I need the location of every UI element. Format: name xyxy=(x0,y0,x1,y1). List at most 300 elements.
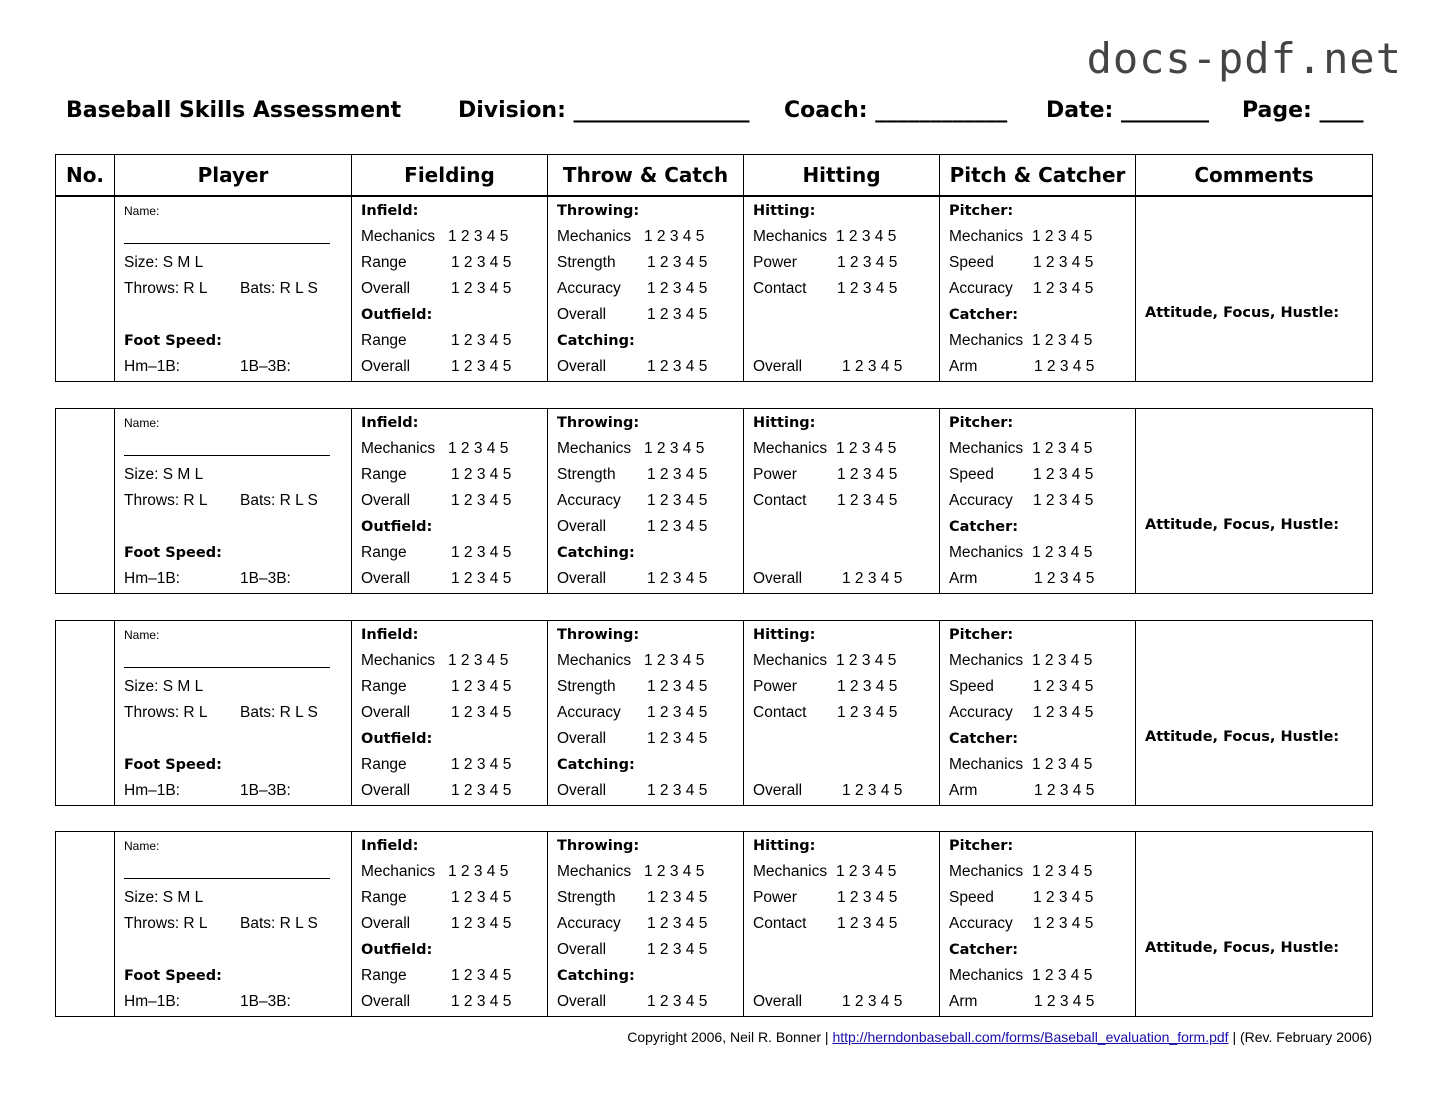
row-label: Accuracy xyxy=(949,704,1013,721)
infield-mechanics[interactable] xyxy=(361,439,541,459)
rating-scale[interactable]: 1 2 3 4 5 xyxy=(647,889,708,906)
name-line[interactable] xyxy=(124,243,330,244)
outfield-label: Outfield: xyxy=(361,942,433,958)
hm-1b-label: Hm–1B: xyxy=(124,993,180,1010)
player-row xyxy=(56,409,1373,594)
catcher-arm[interactable] xyxy=(949,781,1129,801)
rating-scale[interactable]: 1 2 3 4 5 xyxy=(1033,704,1094,721)
name-label: Name: xyxy=(124,416,160,430)
row-label: Overall xyxy=(361,358,411,375)
throwing-strength[interactable] xyxy=(557,888,737,908)
hitting-mechanics[interactable] xyxy=(753,651,933,671)
row-label: Contact xyxy=(753,492,807,509)
rating-scale[interactable]: 1 2 3 4 5 xyxy=(647,358,708,375)
foot-speed-label: Foot Speed: xyxy=(124,545,222,561)
rating-scale[interactable]: 1 2 3 4 5 xyxy=(451,889,512,906)
row-label: Overall xyxy=(361,704,411,721)
assessment-table-1 xyxy=(55,154,1373,196)
rating-scale[interactable]: 1 2 3 4 5 xyxy=(647,941,708,958)
catcher-label: Catcher: xyxy=(949,942,1019,958)
infield-range[interactable] xyxy=(361,253,541,273)
rating-scale[interactable]: 1 2 3 4 5 xyxy=(1034,570,1095,587)
rating-scale[interactable]: 1 2 3 4 5 xyxy=(647,730,708,747)
revision-text: | (Rev. February 2006) xyxy=(1228,1029,1372,1045)
rating-scale[interactable]: 1 2 3 4 5 xyxy=(451,915,512,932)
pitcher-label: Pitcher: xyxy=(949,203,1014,219)
catcher-label: Catcher: xyxy=(949,307,1019,323)
name-line[interactable] xyxy=(124,667,330,668)
fielding-cell xyxy=(352,409,548,594)
row-label: Strength xyxy=(557,678,616,695)
infield-mechanics[interactable] xyxy=(361,651,541,671)
rating-scale[interactable]: 1 2 3 4 5 xyxy=(647,915,708,932)
row-label: Arm xyxy=(949,570,978,587)
catching-label: Catching: xyxy=(557,757,635,773)
hm-1b-label: Hm–1B: xyxy=(124,782,180,799)
rating-scale[interactable]: 1 2 3 4 5 xyxy=(1032,544,1093,561)
rating-scale[interactable]: 1 2 3 4 5 xyxy=(451,544,512,561)
throws-bats xyxy=(124,914,345,934)
outfield-overall[interactable] xyxy=(361,992,541,1012)
attitude-focus-hustle-label: Attitude, Focus, Hustle: xyxy=(1145,729,1340,745)
rating-scale[interactable]: 1 2 3 4 5 xyxy=(1032,967,1093,984)
hitting-overall[interactable] xyxy=(753,781,933,801)
throwing-strength[interactable] xyxy=(557,677,737,697)
outfield-range[interactable] xyxy=(361,543,541,563)
rating-scale[interactable]: 1 2 3 4 5 xyxy=(837,704,898,721)
hitting-mechanics[interactable] xyxy=(753,227,933,247)
throw-catch-cell xyxy=(548,832,744,1017)
rating-scale[interactable]: 1 2 3 4 5 xyxy=(1032,756,1093,773)
throwing-overall[interactable] xyxy=(557,729,737,749)
outfield-overall[interactable] xyxy=(361,357,541,377)
row-label: Overall xyxy=(557,570,607,587)
rating-scale[interactable]: 1 2 3 4 5 xyxy=(837,466,898,483)
rating-scale[interactable]: 1 2 3 4 5 xyxy=(837,889,898,906)
header-no: No. xyxy=(56,155,115,196)
rating-scale[interactable]: 1 2 3 4 5 xyxy=(842,993,903,1010)
rating-scale[interactable]: 1 2 3 4 5 xyxy=(647,280,708,297)
throwing-strength[interactable] xyxy=(557,253,737,273)
hitting-cell xyxy=(744,832,940,1017)
pitcher-accuracy[interactable] xyxy=(949,703,1129,723)
row-label: Mechanics xyxy=(557,440,632,457)
rating-scale[interactable]: 1 2 3 4 5 xyxy=(451,678,512,695)
row-label: Accuracy xyxy=(557,915,621,932)
outfield-range[interactable] xyxy=(361,755,541,775)
row-label: Overall xyxy=(557,993,607,1010)
row-label: Overall xyxy=(557,730,607,747)
rating-scale[interactable]: 1 2 3 4 5 xyxy=(1032,228,1093,245)
hitting-power[interactable] xyxy=(753,677,933,697)
rating-scale[interactable]: 1 2 3 4 5 xyxy=(451,254,512,271)
rating-scale[interactable]: 1 2 3 4 5 xyxy=(836,228,897,245)
catching-overall[interactable] xyxy=(557,992,737,1012)
rating-scale[interactable]: 1 2 3 4 5 xyxy=(647,782,708,799)
throws-options[interactable]: Throws: R L xyxy=(124,492,208,509)
row-label: Accuracy xyxy=(557,492,621,509)
row-label: Power xyxy=(753,254,797,271)
row-label: Mechanics xyxy=(361,652,436,669)
catching-label: Catching: xyxy=(557,545,635,561)
row-label: Strength xyxy=(557,889,616,906)
row-label: Mechanics xyxy=(949,863,1024,880)
row-label: Speed xyxy=(949,254,994,271)
row-label: Range xyxy=(361,332,407,349)
player-cell xyxy=(115,832,352,1017)
pitcher-accuracy[interactable] xyxy=(949,279,1129,299)
pitch-catcher-cell xyxy=(940,621,1136,806)
hitting-contact[interactable] xyxy=(753,279,933,299)
throwing-accuracy[interactable] xyxy=(557,491,737,511)
throwing-mechanics[interactable] xyxy=(557,227,737,247)
row-label: Mechanics xyxy=(361,863,436,880)
row-label: Mechanics xyxy=(949,332,1024,349)
row-label: Overall xyxy=(361,492,411,509)
bats-options[interactable]: Bats: R L S xyxy=(240,492,318,509)
row-label: Mechanics xyxy=(949,652,1024,669)
player-assessment-block-2 xyxy=(55,408,1373,594)
rating-scale[interactable]: 1 2 3 4 5 xyxy=(1033,280,1094,297)
catcher-mechanics[interactable] xyxy=(949,331,1129,351)
1b-3b-label: 1B–3B: xyxy=(240,782,291,799)
name-line[interactable] xyxy=(124,878,330,879)
rating-scale[interactable]: 1 2 3 4 5 xyxy=(837,915,898,932)
row-label: Mechanics xyxy=(949,544,1024,561)
rating-scale[interactable]: 1 2 3 4 5 xyxy=(647,254,708,271)
hitting-overall[interactable] xyxy=(753,357,933,377)
row-label: Mechanics xyxy=(361,228,436,245)
player-row xyxy=(56,621,1373,806)
pitch-catcher-cell xyxy=(940,197,1136,382)
fielding-cell xyxy=(352,832,548,1017)
infield-mechanics[interactable] xyxy=(361,227,541,247)
rating-scale[interactable]: 1 2 3 4 5 xyxy=(647,306,708,323)
outfield-range[interactable] xyxy=(361,966,541,986)
catcher-mechanics[interactable] xyxy=(949,543,1129,563)
rating-scale[interactable]: 1 2 3 4 5 xyxy=(1033,678,1094,695)
throwing-accuracy[interactable] xyxy=(557,914,737,934)
pitcher-speed[interactable] xyxy=(949,677,1129,697)
hitting-label: Hitting: xyxy=(753,415,816,431)
hitting-power[interactable] xyxy=(753,888,933,908)
throwing-strength[interactable] xyxy=(557,465,737,485)
rating-scale[interactable]: 1 2 3 4 5 xyxy=(451,466,512,483)
row-label: Mechanics xyxy=(753,440,828,457)
row-label: Range xyxy=(361,466,407,483)
throwing-mechanics[interactable] xyxy=(557,439,737,459)
pitcher-mechanics[interactable] xyxy=(949,227,1129,247)
name-label: Name: xyxy=(124,204,160,218)
bats-options[interactable]: Bats: R L S xyxy=(240,704,318,721)
1b-3b-label: 1B–3B: xyxy=(240,358,291,375)
rating-scale[interactable]: 1 2 3 4 5 xyxy=(1034,782,1095,799)
row-label: Overall xyxy=(361,570,411,587)
row-label: Overall xyxy=(753,358,803,375)
catching-overall[interactable] xyxy=(557,569,737,589)
size-options[interactable]: Size: S M L xyxy=(124,254,204,271)
rating-scale[interactable]: 1 2 3 4 5 xyxy=(451,358,512,375)
rating-scale[interactable]: 1 2 3 4 5 xyxy=(1033,466,1094,483)
infield-range[interactable] xyxy=(361,677,541,697)
throwing-mechanics[interactable] xyxy=(557,862,737,882)
foot-speed-label: Foot Speed: xyxy=(124,757,222,773)
rating-scale[interactable]: 1 2 3 4 5 xyxy=(836,863,897,880)
rating-scale[interactable]: 1 2 3 4 5 xyxy=(451,492,512,509)
row-label: Strength xyxy=(557,466,616,483)
header-throw-catch: Throw & Catch xyxy=(548,155,744,196)
attitude-focus-hustle-label: Attitude, Focus, Hustle: xyxy=(1145,517,1340,533)
hitting-overall[interactable] xyxy=(753,992,933,1012)
hitting-label: Hitting: xyxy=(753,203,816,219)
throws-bats xyxy=(124,703,345,723)
pitcher-speed[interactable] xyxy=(949,253,1129,273)
rating-scale[interactable]: 1 2 3 4 5 xyxy=(1032,652,1093,669)
form-header xyxy=(66,98,1366,132)
rating-scale[interactable]: 1 2 3 4 5 xyxy=(451,756,512,773)
row-label: Power xyxy=(753,889,797,906)
rating-scale[interactable]: 1 2 3 4 5 xyxy=(1032,863,1093,880)
row-label: Contact xyxy=(753,704,807,721)
row-label: Contact xyxy=(753,915,807,932)
rating-scale[interactable]: 1 2 3 4 5 xyxy=(842,782,903,799)
catching-label: Catching: xyxy=(557,333,635,349)
form-title: Baseball Skills Assessment xyxy=(66,98,402,123)
row-label: Mechanics xyxy=(557,228,632,245)
throwing-overall[interactable] xyxy=(557,940,737,960)
rating-scale[interactable]: 1 2 3 4 5 xyxy=(836,652,897,669)
row-label: Strength xyxy=(557,254,616,271)
rating-scale[interactable]: 1 2 3 4 5 xyxy=(451,993,512,1010)
throwing-label: Throwing: xyxy=(557,838,640,854)
form-link[interactable]: http://herndonbaseball.com/forms/Baseball_evaluation_form.pdf xyxy=(832,1029,1229,1045)
speed-times xyxy=(124,781,345,801)
throws-options[interactable]: Throws: R L xyxy=(124,280,208,297)
rating-scale[interactable]: 1 2 3 4 5 xyxy=(647,518,708,535)
player-assessment-block-3 xyxy=(55,620,1373,806)
number-cell[interactable] xyxy=(56,621,115,806)
rating-scale[interactable]: 1 2 3 4 5 xyxy=(647,704,708,721)
row-label: Overall xyxy=(557,358,607,375)
row-label: Overall xyxy=(557,306,607,323)
name-line[interactable] xyxy=(124,455,330,456)
hitting-power[interactable] xyxy=(753,253,933,273)
row-label: Range xyxy=(361,756,407,773)
rating-scale[interactable]: 1 2 3 4 5 xyxy=(1033,492,1094,509)
hitting-mechanics[interactable] xyxy=(753,862,933,882)
infield-label: Infield: xyxy=(361,627,419,643)
bats-options[interactable]: Bats: R L S xyxy=(240,280,318,297)
bats-options[interactable]: Bats: R L S xyxy=(240,915,318,932)
rating-scale[interactable]: 1 2 3 4 5 xyxy=(842,358,903,375)
rating-scale[interactable]: 1 2 3 4 5 xyxy=(1032,332,1093,349)
throwing-mechanics[interactable] xyxy=(557,651,737,671)
rating-scale[interactable]: 1 2 3 4 5 xyxy=(451,967,512,984)
row-label: Range xyxy=(361,544,407,561)
pitcher-speed[interactable] xyxy=(949,465,1129,485)
division-field: Division: ________________ xyxy=(458,98,750,123)
catcher-mechanics[interactable] xyxy=(949,966,1129,986)
pitch-catcher-cell xyxy=(940,832,1136,1017)
rating-scale[interactable]: 1 2 3 4 5 xyxy=(647,570,708,587)
rating-scale[interactable]: 1 2 3 4 5 xyxy=(448,440,509,457)
row-label: Range xyxy=(361,967,407,984)
rating-scale[interactable]: 1 2 3 4 5 xyxy=(1034,993,1095,1010)
catcher-arm[interactable] xyxy=(949,357,1129,377)
rating-scale[interactable]: 1 2 3 4 5 xyxy=(644,440,705,457)
rating-scale[interactable]: 1 2 3 4 5 xyxy=(644,228,705,245)
rating-scale[interactable]: 1 2 3 4 5 xyxy=(1033,915,1094,932)
row-label: Overall xyxy=(361,915,411,932)
rating-scale[interactable]: 1 2 3 4 5 xyxy=(837,492,898,509)
rating-scale[interactable]: 1 2 3 4 5 xyxy=(644,863,705,880)
row-label: Accuracy xyxy=(949,915,1013,932)
catcher-arm[interactable] xyxy=(949,992,1129,1012)
throwing-overall[interactable] xyxy=(557,305,737,325)
hitting-cell xyxy=(744,197,940,382)
hitting-power[interactable] xyxy=(753,465,933,485)
hitting-contact[interactable] xyxy=(753,491,933,511)
name-label: Name: xyxy=(124,628,160,642)
row-label: Overall xyxy=(557,941,607,958)
outfield-overall[interactable] xyxy=(361,569,541,589)
rating-scale[interactable]: 1 2 3 4 5 xyxy=(451,332,512,349)
infield-range[interactable] xyxy=(361,465,541,485)
throwing-label: Throwing: xyxy=(557,415,640,431)
row-label: Arm xyxy=(949,782,978,799)
rating-scale[interactable]: 1 2 3 4 5 xyxy=(647,993,708,1010)
row-label: Range xyxy=(361,254,407,271)
rating-scale[interactable]: 1 2 3 4 5 xyxy=(836,440,897,457)
comments-cell[interactable] xyxy=(1136,621,1373,806)
size-options[interactable]: Size: S M L xyxy=(124,678,204,695)
hitting-contact[interactable] xyxy=(753,703,933,723)
comments-cell[interactable] xyxy=(1136,832,1373,1017)
throwing-label: Throwing: xyxy=(557,627,640,643)
rating-scale[interactable]: 1 2 3 4 5 xyxy=(837,678,898,695)
rating-scale[interactable]: 1 2 3 4 5 xyxy=(1034,358,1095,375)
pitcher-accuracy[interactable] xyxy=(949,491,1129,511)
player-cell xyxy=(115,621,352,806)
throw-catch-cell xyxy=(548,409,744,594)
copyright-text: Copyright 2006, Neil R. Bonner | xyxy=(627,1029,833,1045)
throwing-accuracy[interactable] xyxy=(557,703,737,723)
rating-scale[interactable]: 1 2 3 4 5 xyxy=(451,782,512,799)
infield-overall[interactable] xyxy=(361,914,541,934)
rating-scale[interactable]: 1 2 3 4 5 xyxy=(842,570,903,587)
row-label: Contact xyxy=(753,280,807,297)
header-fielding: Fielding xyxy=(352,155,548,196)
column-header-row xyxy=(56,155,1373,196)
throws-bats xyxy=(124,279,345,299)
throwing-overall[interactable] xyxy=(557,517,737,537)
rating-scale[interactable]: 1 2 3 4 5 xyxy=(1032,440,1093,457)
rating-scale[interactable]: 1 2 3 4 5 xyxy=(647,678,708,695)
attitude-focus-hustle-label: Attitude, Focus, Hustle: xyxy=(1145,940,1340,956)
rating-scale[interactable]: 1 2 3 4 5 xyxy=(647,466,708,483)
number-cell[interactable] xyxy=(56,409,115,594)
infield-range[interactable] xyxy=(361,888,541,908)
row-label: Overall xyxy=(753,782,803,799)
throwing-accuracy[interactable] xyxy=(557,279,737,299)
size-options[interactable]: Size: S M L xyxy=(124,889,204,906)
throws-options[interactable]: Throws: R L xyxy=(124,915,208,932)
outfield-overall[interactable] xyxy=(361,781,541,801)
header-hitting: Hitting xyxy=(744,155,940,196)
hitting-label: Hitting: xyxy=(753,627,816,643)
rating-scale[interactable]: 1 2 3 4 5 xyxy=(451,280,512,297)
speed-times xyxy=(124,569,345,589)
comments-cell[interactable] xyxy=(1136,197,1373,382)
rating-scale[interactable]: 1 2 3 4 5 xyxy=(1033,889,1094,906)
comments-cell[interactable] xyxy=(1136,409,1373,594)
pitcher-mechanics[interactable] xyxy=(949,439,1129,459)
infield-overall[interactable] xyxy=(361,703,541,723)
row-label: Mechanics xyxy=(949,440,1024,457)
pitcher-accuracy[interactable] xyxy=(949,914,1129,934)
row-label: Mechanics xyxy=(949,756,1024,773)
row-label: Speed xyxy=(949,466,994,483)
hitting-mechanics[interactable] xyxy=(753,439,933,459)
rating-scale[interactable]: 1 2 3 4 5 xyxy=(837,280,898,297)
pitcher-label: Pitcher: xyxy=(949,838,1014,854)
rating-scale[interactable]: 1 2 3 4 5 xyxy=(647,492,708,509)
rating-scale[interactable]: 1 2 3 4 5 xyxy=(451,704,512,721)
catcher-arm[interactable] xyxy=(949,569,1129,589)
pitcher-mechanics[interactable] xyxy=(949,651,1129,671)
rating-scale[interactable]: 1 2 3 4 5 xyxy=(837,254,898,271)
hitting-overall[interactable] xyxy=(753,569,933,589)
row-label: Mechanics xyxy=(949,967,1024,984)
hitting-label: Hitting: xyxy=(753,838,816,854)
number-cell[interactable] xyxy=(56,832,115,1017)
rating-scale[interactable]: 1 2 3 4 5 xyxy=(451,570,512,587)
rating-scale[interactable]: 1 2 3 4 5 xyxy=(644,652,705,669)
infield-mechanics[interactable] xyxy=(361,862,541,882)
rating-scale[interactable]: 1 2 3 4 5 xyxy=(448,652,509,669)
watermark: docs-pdf.net xyxy=(1086,34,1402,83)
catching-overall[interactable] xyxy=(557,781,737,801)
infield-overall[interactable] xyxy=(361,279,541,299)
size-options[interactable]: Size: S M L xyxy=(124,466,204,483)
catching-overall[interactable] xyxy=(557,357,737,377)
rating-scale[interactable]: 1 2 3 4 5 xyxy=(448,228,509,245)
row-label: Overall xyxy=(361,280,411,297)
row-label: Mechanics xyxy=(557,652,632,669)
row-label: Overall xyxy=(361,782,411,799)
rating-scale[interactable]: 1 2 3 4 5 xyxy=(1033,254,1094,271)
pitch-catcher-cell xyxy=(940,409,1136,594)
hitting-cell xyxy=(744,409,940,594)
row-label: Range xyxy=(361,889,407,906)
hitting-contact[interactable] xyxy=(753,914,933,934)
row-label: Accuracy xyxy=(557,280,621,297)
row-label: Accuracy xyxy=(949,280,1013,297)
infield-overall[interactable] xyxy=(361,491,541,511)
pitcher-mechanics[interactable] xyxy=(949,862,1129,882)
header-pitch-catcher: Pitch & Catcher xyxy=(940,155,1136,196)
pitcher-speed[interactable] xyxy=(949,888,1129,908)
catcher-mechanics[interactable] xyxy=(949,755,1129,775)
throws-options[interactable]: Throws: R L xyxy=(124,704,208,721)
outfield-range[interactable] xyxy=(361,331,541,351)
row-label: Mechanics xyxy=(753,228,828,245)
rating-scale[interactable]: 1 2 3 4 5 xyxy=(448,863,509,880)
catching-label: Catching: xyxy=(557,968,635,984)
player-assessment-block-1 xyxy=(55,196,1373,382)
number-cell[interactable] xyxy=(56,197,115,382)
name-label: Name: xyxy=(124,839,160,853)
